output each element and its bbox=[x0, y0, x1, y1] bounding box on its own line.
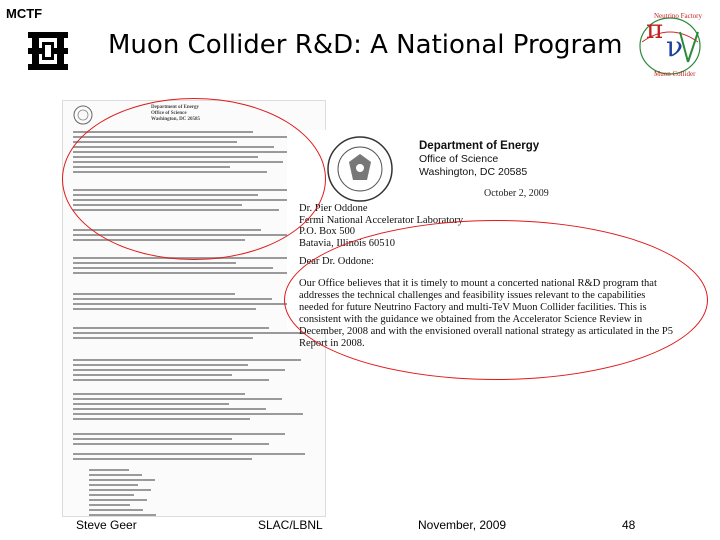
thumb-text-line bbox=[73, 267, 273, 269]
logo-text-bottom: Muon Collider bbox=[654, 70, 696, 78]
thumb-text-line bbox=[73, 438, 232, 440]
svg-text:ν: ν bbox=[666, 30, 684, 63]
thumb-text-line bbox=[73, 204, 242, 206]
doe-seal-icon bbox=[305, 134, 415, 204]
thumb-text-line bbox=[89, 509, 143, 511]
address-line: Batavia, Illinois 60510 bbox=[299, 237, 395, 249]
thumb-text-line bbox=[73, 262, 236, 264]
thumb-text-line bbox=[89, 484, 138, 486]
thumb-text-line bbox=[73, 433, 285, 435]
thumb-text-line bbox=[73, 369, 285, 371]
address-line: Fermi National Accelerator Laboratory bbox=[299, 214, 464, 226]
thumb-text-line bbox=[73, 194, 258, 196]
slide-title: Muon Collider R&D: A National Program bbox=[108, 30, 623, 60]
thumb-text-line bbox=[73, 327, 269, 329]
thumb-text-line bbox=[89, 514, 156, 516]
thumb-text-line bbox=[73, 257, 289, 259]
thumb-text-line bbox=[73, 136, 290, 138]
thumb-text-line bbox=[73, 403, 229, 405]
thumb-text-line bbox=[73, 199, 295, 201]
doe-dept: Department of Energy bbox=[419, 140, 540, 152]
thumb-text-line bbox=[73, 308, 256, 310]
thumb-text-line bbox=[89, 474, 142, 476]
thumb-text-line bbox=[73, 398, 282, 400]
doe-letterhead bbox=[419, 140, 539, 179]
thumb-text-line bbox=[89, 479, 155, 481]
thumb-text-line bbox=[73, 239, 245, 241]
footer-venue: SLAC/LBNL bbox=[258, 518, 323, 532]
neutrino-factory-logo bbox=[628, 8, 712, 80]
thumb-text-line bbox=[73, 359, 301, 361]
body-line: needed for future Neutrino Factory and multi-TeV Muon Collider facilities. This is bbox=[299, 302, 647, 313]
svg-text:π: π bbox=[646, 15, 664, 45]
doe-office: Office of Science bbox=[419, 153, 499, 165]
thumb-header-line: Office of Science bbox=[151, 111, 187, 116]
thumb-text-line bbox=[89, 494, 134, 496]
thumb-text-line bbox=[73, 374, 232, 376]
thumb-text-line bbox=[73, 458, 252, 460]
letter-zoom bbox=[287, 130, 715, 349]
letter-salutation: Dear Dr. Oddone: bbox=[299, 256, 374, 267]
thumb-text-line bbox=[89, 489, 151, 491]
thumb-text-line bbox=[73, 393, 245, 395]
mctf-label: MCTF bbox=[6, 6, 43, 21]
thumb-text-line bbox=[73, 453, 305, 455]
thumb-text-line bbox=[73, 146, 274, 148]
logo-text-top: Neutrino Factory bbox=[654, 12, 703, 20]
thumb-text-line bbox=[73, 161, 283, 163]
thumb-text-line bbox=[73, 131, 253, 133]
thumb-text-line bbox=[89, 499, 147, 501]
body-line: Report in 2008. bbox=[299, 338, 365, 349]
letter-body bbox=[299, 278, 709, 350]
thumb-text-line bbox=[73, 332, 306, 334]
footer-author: Steve Geer bbox=[76, 518, 137, 532]
address-line: Dr. Pier Oddone bbox=[299, 203, 368, 214]
thumb-header-line: Washington, DC 20585 bbox=[151, 117, 201, 122]
thumb-text-line bbox=[73, 303, 309, 305]
thumb-text-line bbox=[89, 504, 130, 506]
thumb-text-line bbox=[73, 171, 267, 173]
thumb-text-line bbox=[89, 469, 129, 471]
doe-city: Washington, DC 20585 bbox=[419, 166, 528, 178]
letter-date: October 2, 2009 bbox=[484, 188, 549, 199]
body-line: addresses the technical challenges and feasibility issues relevant to the capabilities bbox=[299, 290, 646, 301]
thumb-seal-icon bbox=[73, 105, 93, 125]
fermilab-logo bbox=[28, 30, 68, 72]
thumb-text-line bbox=[73, 337, 253, 339]
thumb-text-line bbox=[73, 443, 269, 445]
letter-address bbox=[299, 203, 463, 249]
thumb-text-line bbox=[73, 209, 279, 211]
body-line: consistent with the guidance we obtained from the Accelerator Science Review in bbox=[299, 314, 643, 325]
thumb-text-line bbox=[73, 364, 248, 366]
footer-page-number: 48 bbox=[622, 518, 636, 532]
thumb-text-line bbox=[73, 298, 272, 300]
footer-date: November, 2009 bbox=[418, 518, 507, 532]
thumb-text-line bbox=[73, 141, 237, 143]
thumb-text-line bbox=[73, 272, 310, 274]
body-line: December, 2008 and with the envisioned overall national strategy as articulated in the P5 bbox=[299, 326, 673, 337]
thumb-header-line: Department of Energy bbox=[151, 105, 200, 110]
thumb-text-line bbox=[73, 408, 266, 410]
thumb-text-line bbox=[73, 234, 298, 236]
address-line: P.O. Box 500 bbox=[299, 226, 356, 237]
thumb-text-line bbox=[73, 379, 269, 381]
thumb-text-line bbox=[73, 166, 230, 168]
thumb-text-line bbox=[73, 413, 303, 415]
body-line: Our Office believes that it is timely to mount a concerted national R&D program that bbox=[299, 278, 657, 289]
thumb-text-line bbox=[73, 189, 311, 191]
thumb-text-line bbox=[73, 151, 311, 153]
thumb-text-line bbox=[73, 229, 261, 231]
thumb-text-line bbox=[73, 156, 258, 158]
thumb-text-line bbox=[73, 418, 250, 420]
thumb-header bbox=[151, 105, 200, 123]
thumb-text-line bbox=[73, 293, 235, 295]
